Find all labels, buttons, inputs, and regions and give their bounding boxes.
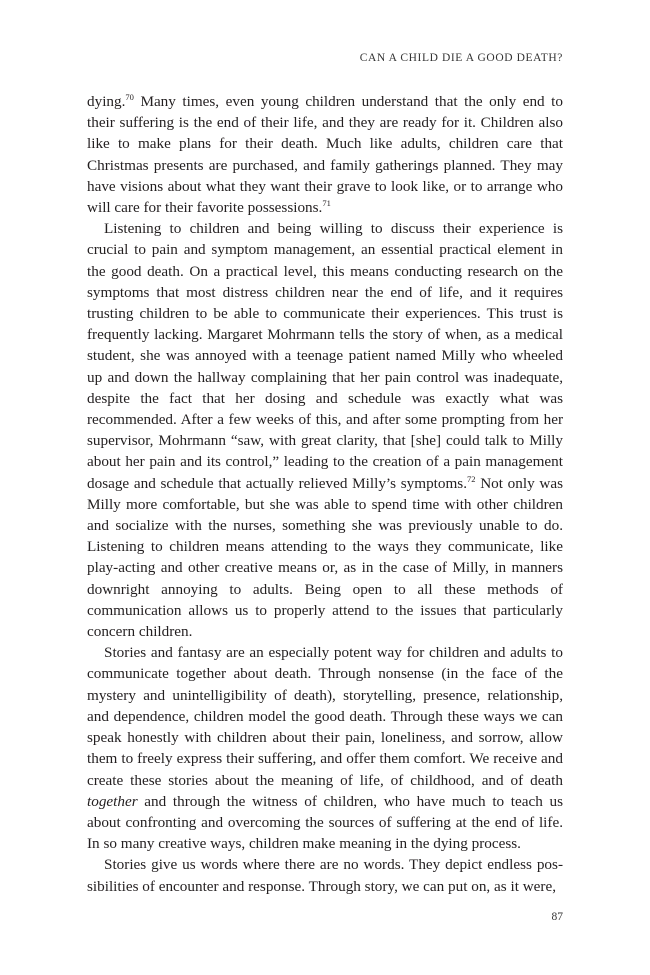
running-head: CAN A CHILD DIE A GOOD DEATH?	[359, 52, 563, 64]
paragraph	[87, 91, 563, 218]
footnote-ref: 70	[125, 92, 134, 102]
body-text	[87, 91, 563, 897]
footnote-ref: 71	[322, 198, 331, 209]
paragraph-text: Listening to children and being willing to discuss their experience is crucial to pain and symptom management, an essential practical element in the good death. On a practical level, this means conducting research on the symptoms that most distress children near the end of life, and it requires trusting children to be able to communicate their experiences. This trust is frequently lacking. Margaret Mohrmann tells the story of when, as a medical student, she was annoyed with a teenage patient named Milly who wheeled up and down the hallway complaining that her pain control was inadequate, despite the fact that her dosing and schedule was exactly what was recommended. After a few weeks of this, and after some prompting from her supervisor, Mohrmann “saw, with great clarity, that [she] could talk to Milly about her pain and its control,” leading to the creation of a pain management dosage and schedule that actually relieved Milly’s symptoms.	[87, 220, 563, 492]
paragraph-text: Stories give us words where there are no words. They depict endless possibilities of encounter and response. Through story, we can put on, as it were,	[87, 856, 563, 895]
page-number: 87	[551, 911, 563, 923]
paragraph	[87, 218, 563, 642]
paragraph-text: dying.	[87, 93, 126, 110]
footnote-ref: 72	[467, 473, 476, 484]
paragraph	[87, 854, 563, 896]
paragraph-text: Many times, even young children understand that the only end to their suffering is the end of their life, and they are ready for it. Children also like to make plans for their death. Much like adults, children care that Christmas presents are purchased, and family gatherings planned. They may have visions about what they want their grave to look like, or to arrange who will care for their favorite possessions.	[87, 93, 563, 217]
emphasis-text: together	[87, 792, 138, 810]
paragraph-text: Not only was Milly more comfortable, but she was able to spend time with other children and socialize with the nurses, something she was previously unable to do. Listening to children means attending to the ways they communicate, like play-acting and other creative means or, as in the case of Milly, in manners downright annoying to adults. Being open to all these methods of communication allows us to properly attend to the issues that particularly concern children.	[87, 474, 563, 641]
paragraph-text: Stories and fantasy are an especially potent way for children and adults to communicate together about death. Through nonsense (in the face of the mystery and unintelligibility of death), storytelling, presence, relationship, and dependence, children model the good death. Through these ways we can speak honestly with children about their pain, loneliness, and sorrow, allow them to freely express their suffering, and offer them comfort. We receive and create these stories about the meaning of life, of childhood, and of death	[87, 644, 563, 789]
paragraph-text: and through the witness of children, who have much to teach us about confronting and overcoming the sources of suffering at the end of life. In so many creative ways, children make meaning in the dying process.	[87, 792, 563, 853]
paragraph	[87, 642, 563, 854]
